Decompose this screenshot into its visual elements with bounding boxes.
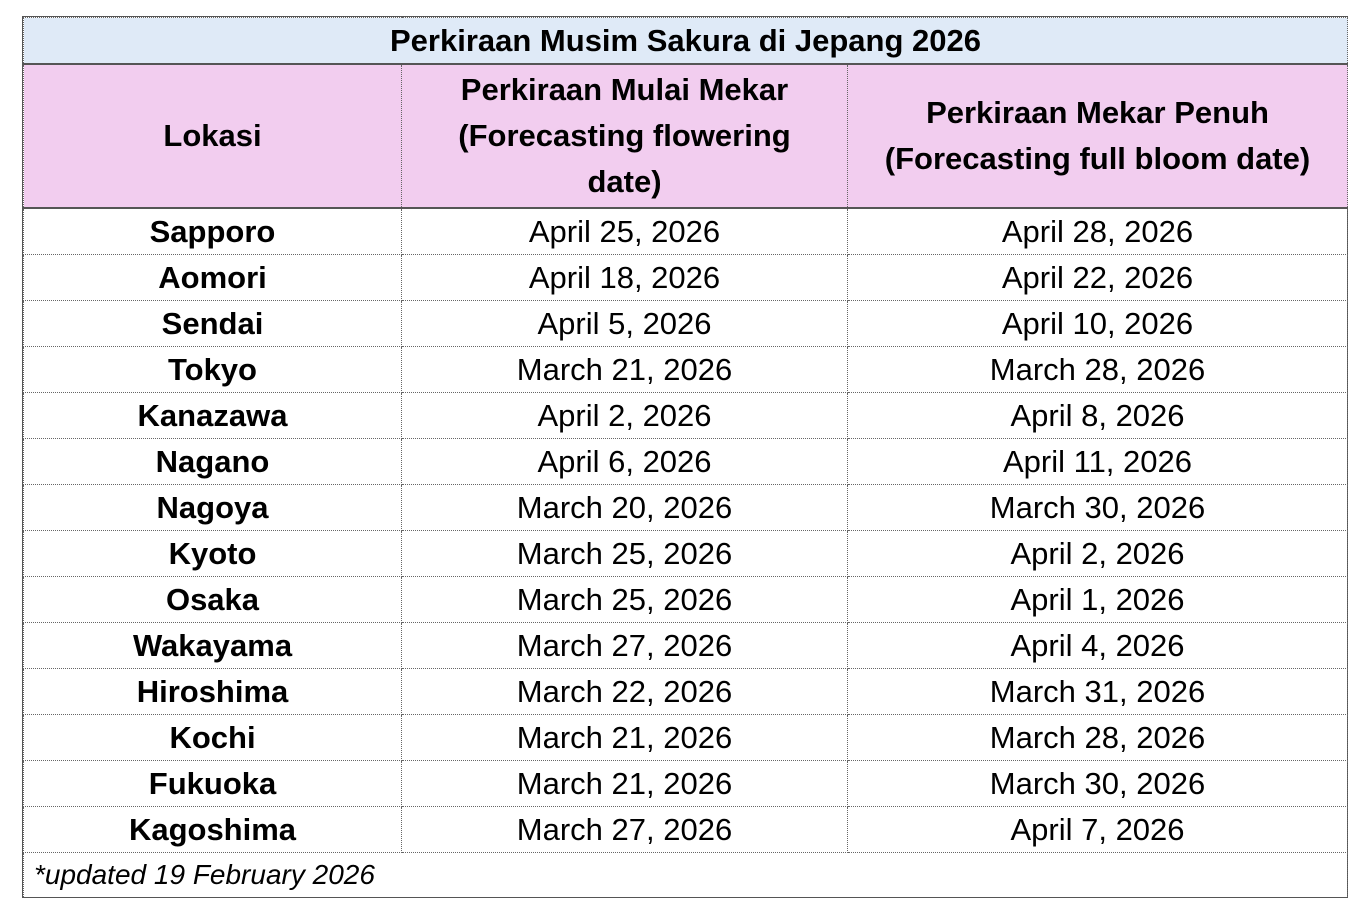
location-cell: Kagoshima <box>24 807 402 853</box>
table-row <box>24 208 1348 255</box>
full-bloom-date-cell: April 1, 2026 <box>848 577 1348 623</box>
flowering-date-cell: March 27, 2026 <box>402 807 848 853</box>
location-cell: Hiroshima <box>24 669 402 715</box>
flowering-date-cell: March 25, 2026 <box>402 577 848 623</box>
location-cell: Nagoya <box>24 485 402 531</box>
location-cell: Wakayama <box>24 623 402 669</box>
table-row <box>24 301 1348 347</box>
flowering-date-cell: April 2, 2026 <box>402 393 848 439</box>
full-bloom-date-cell: April 8, 2026 <box>848 393 1348 439</box>
location-cell: Kanazawa <box>24 393 402 439</box>
location-cell: Aomori <box>24 255 402 301</box>
full-bloom-date-cell: April 4, 2026 <box>848 623 1348 669</box>
table-row <box>24 439 1348 485</box>
title-row <box>24 18 1348 65</box>
table-row <box>24 807 1348 853</box>
table-body <box>24 208 1348 853</box>
full-bloom-date-cell: March 30, 2026 <box>848 761 1348 807</box>
table-row <box>24 715 1348 761</box>
table-row <box>24 531 1348 577</box>
full-bloom-date-cell: March 28, 2026 <box>848 347 1348 393</box>
table-row <box>24 577 1348 623</box>
flowering-date-cell: April 5, 2026 <box>402 301 848 347</box>
full-bloom-date-cell: April 10, 2026 <box>848 301 1348 347</box>
location-cell: Sendai <box>24 301 402 347</box>
flowering-date-cell: March 27, 2026 <box>402 623 848 669</box>
flowering-date-cell: March 21, 2026 <box>402 347 848 393</box>
location-cell: Kyoto <box>24 531 402 577</box>
header-location: Lokasi <box>24 64 402 208</box>
table-row <box>24 761 1348 807</box>
full-bloom-date-cell: March 31, 2026 <box>848 669 1348 715</box>
flowering-date-cell: April 6, 2026 <box>402 439 848 485</box>
flowering-date-cell: March 21, 2026 <box>402 715 848 761</box>
full-bloom-date-cell: April 2, 2026 <box>848 531 1348 577</box>
location-cell: Osaka <box>24 577 402 623</box>
full-bloom-date-cell: April 22, 2026 <box>848 255 1348 301</box>
full-bloom-date-cell: April 7, 2026 <box>848 807 1348 853</box>
footnote-row <box>24 853 1348 898</box>
location-cell: Sapporo <box>24 208 402 255</box>
table-row <box>24 347 1348 393</box>
location-cell: Tokyo <box>24 347 402 393</box>
full-bloom-date-cell: April 28, 2026 <box>848 208 1348 255</box>
header-flowering-date: Perkiraan Mulai Mekar (Forecasting flowering date) <box>402 64 848 208</box>
sakura-forecast-table <box>23 17 1348 898</box>
header-row <box>24 64 1348 208</box>
table-row <box>24 669 1348 715</box>
flowering-date-cell: March 25, 2026 <box>402 531 848 577</box>
flowering-date-cell: March 22, 2026 <box>402 669 848 715</box>
location-cell: Nagano <box>24 439 402 485</box>
table-row <box>24 255 1348 301</box>
flowering-date-cell: March 21, 2026 <box>402 761 848 807</box>
location-cell: Kochi <box>24 715 402 761</box>
flowering-date-cell: March 20, 2026 <box>402 485 848 531</box>
footnote: *updated 19 February 2026 <box>24 853 1348 898</box>
flowering-date-cell: April 18, 2026 <box>402 255 848 301</box>
flowering-date-cell: April 25, 2026 <box>402 208 848 255</box>
table-title: Perkiraan Musim Sakura di Jepang 2026 <box>24 18 1348 65</box>
full-bloom-date-cell: April 11, 2026 <box>848 439 1348 485</box>
table-row <box>24 485 1348 531</box>
full-bloom-date-cell: March 28, 2026 <box>848 715 1348 761</box>
header-full-bloom-date: Perkiraan Mekar Penuh (Forecasting full bloom date) <box>848 64 1348 208</box>
table-row <box>24 623 1348 669</box>
table-row <box>24 393 1348 439</box>
full-bloom-date-cell: March 30, 2026 <box>848 485 1348 531</box>
forecast-sheet <box>22 16 1348 898</box>
location-cell: Fukuoka <box>24 761 402 807</box>
